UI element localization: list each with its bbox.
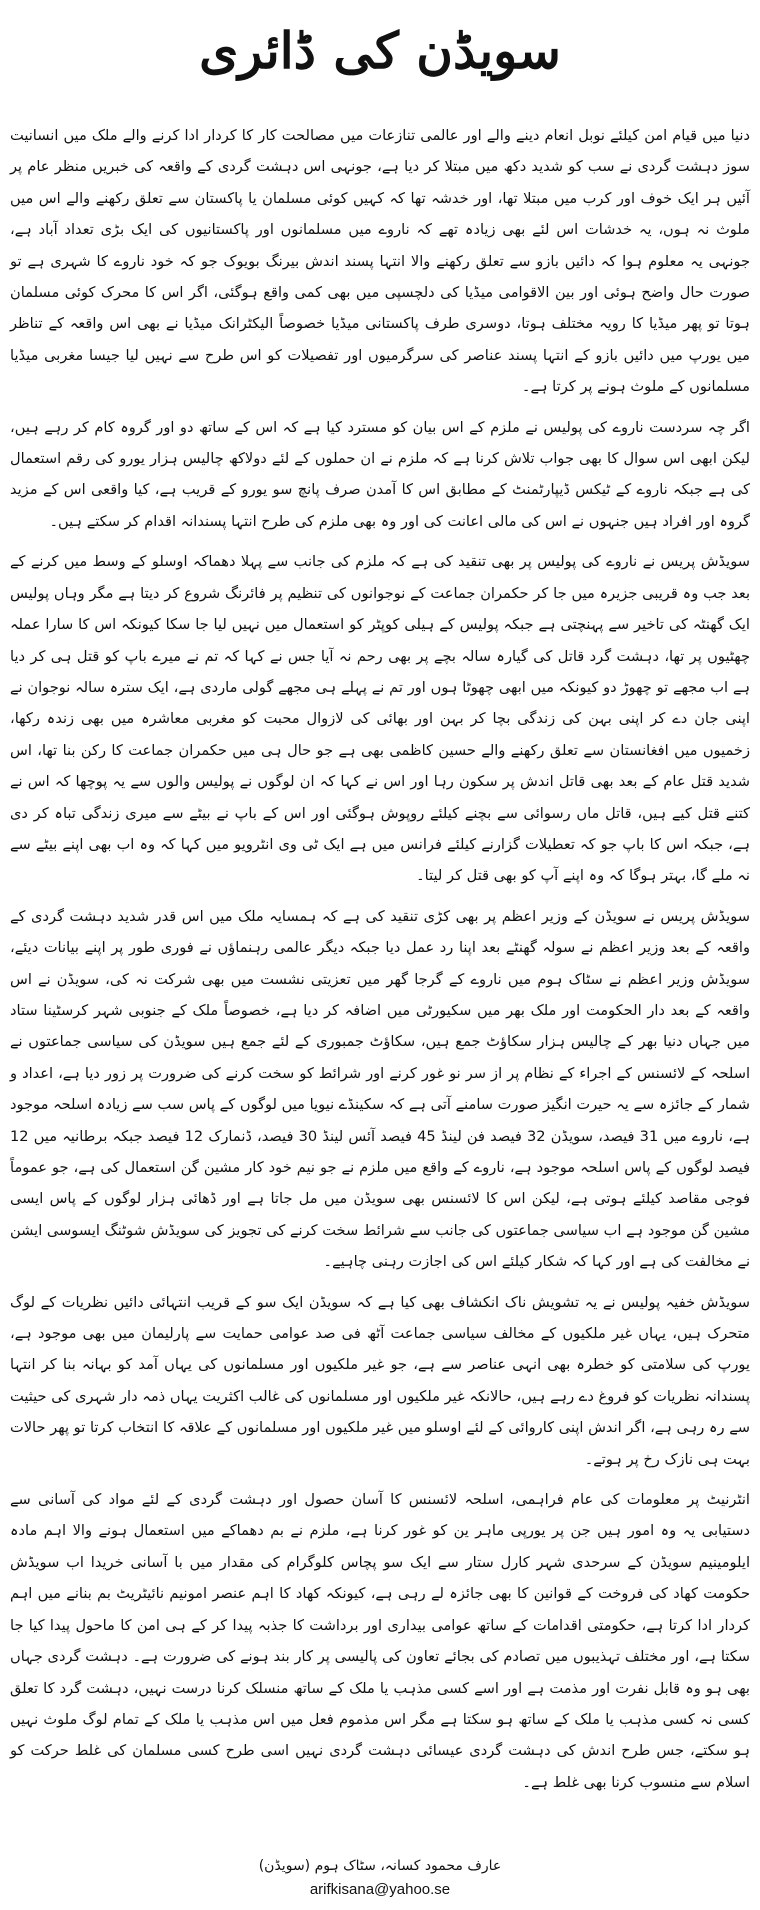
paragraph-2: اگر چہ سردست ناروے کی پولیس نے ملزم کے اس بیان کو مسترد کیا ہے کہ اس کے ساتھ دو اور گروہ کام کر رہے ہیں، لیکن ابھی اس سوال کا بھی جواب تلاش کرنا ہے کہ ملزم نے ان حملوں کے لئے دولاکھ چالیس ہزار یورو کی رقم استعمال کی ہے جبکہ ناروے کے ٹیکس ڈیپارٹمنٹ کے مطابق اس کا آمدن صرف پانچ سو یورو کے قریب ہے، کیا واقعی اس کے مزید گروہ اور افراد ہیں جنہوں نے اس کی مالی اعانت کی اور وہ بھی ملزم کی طرح انتہا پسندانہ اقدام کر سکتے ہیں۔ [10,418,750,530]
author-byline: عارف محمود کسانہ، سٹاک ہوم (سویڈن) [258,1858,502,1874]
author-email: arifkisana@yahoo.se [309,1881,451,1898]
paragraph-6: انٹرنیٹ پر معلومات کی عام فراہمی، اسلحہ لائسنس کا آسان حصول اور دہشت گردی کے لئے مواد کی آسانی سے دستیابی یہ وہ امور ہیں جن پر یورپی ماہر ین کو غور کرنا ہے، ملزم نے بم دھماکے میں استعمال ہونے والا اہم مادہ ایلومینیم سویڈن کے سرحدی شہر کارل ستار سے ایک سو پچاس کلوگرام کی مقدار میں با آسانی خریدا اب سویڈش حکومت کھاد کی فروخت کے قوانین کا بھی جائزہ لے رہی ہے، کیونکہ کھاد کا اہم عنصر امونیم نائیٹریٹ بم بنانے میں اہم کردار ادا کرتا ہے، حکومتی اقدامات کے ساتھ عوامی بیداری اور برداشت کا جذبہ پیدا کر کے ہی امن کا ماحول پیدا کیا جا سکتا ہے، اور مختلف تہذیبوں میں تصادم کی بجائے تعاون کی پالیسی پر کار بند ہونے کی ضرورت ہے۔ دہشت گردی جہاں بھی ہو وہ قابل نفرت اور مذمت ہے اور اسے کسی مذہب یا ملک کے ساتھ منسلک کرنا درست نہیں، دہشت گرد کا تعلق کسی نہ کسی مذہب یا ملک کے ساتھ ہو سکتا ہے مگر اس مذموم فعل میں اس مذہب یا ملک کے تمام لوگ ملوث نہیں ہو سکتے، جس طرح اندش کی دہشت گردی عیسائی دہشت گردی نہیں اسی طرح کسی مسلمان کی غلط حرکت کو اسلام سے منسوب کرنا بھی غلط ہے۔ [10,1491,750,1791]
article-body [10,120,750,1807]
paragraph-4: سویڈش پریس نے سویڈن کے وزیر اعظم پر بھی کڑی تنقید کی ہے کہ ہمسایہ ملک میں اس قدر شدید دہشت گردی کے واقعہ کے بعد وزیر اعظم نے سولہ گھنٹے بعد اپنا رد عمل دیا جبکہ دیگر عالمی رہنماؤں نے فوری طور پر اپنے بیانات دیئے، سویڈش وزیر اعظم نے سٹاک ہوم میں ناروے کے گرجا گھر میں تعزیتی نشست میں بھی شرکت نہ کی، سویڈن نے اس واقعہ کے بعد دار الحکومت اور ملک بھر میں سکیورٹی میں اضافہ کر دیا ہے، خصوصاً ملک کے جنوبی شہر کرسٹینا ستاد میں جہاں دنیا بھر کے چالیس ہزار سکاؤٹ جمع ہیں، سکاؤٹ جمبوری کے لئے جمع ہیں سویڈن کی سیاسی جماعتوں نے اسلحہ کے لائسنس کے اجراء کے نظام پر از سر نو غور کرنے اور شرائط کو سخت کرنے کی ضرورت پر زور دیا ہے، اعداد و شمار کے جائزہ سے یہ حیرت انگیز صورت سامنے آتی ہے کہ سکینڈے نیویا میں لوگوں کے پاس سب سے زیادہ اسلحہ موجود ہے، ناروے میں 31 فیصد، سویڈن 32 فیصد فن لینڈ 45 فیصد آئس لینڈ 30 فیصد، ڈنمارک 12 فیصد جبکہ برطانیہ میں 12 فیصد لوگوں کے پاس اسلحہ موجود ہے، ناروے کے واقع میں ملزم نے جو نیم خود کار مشین گن استعمال کی ہے، جو عموماً فوجی مقاصد کیلئے ہوتی ہے، لیکن اس کا لائسنس بھی سویڈن میں مل جاتا ہے اور ڈھائی ہزار لوگوں کے پاس ایسی مشین گن موجود ہے اب سیاسی جماعتوں کی جانب سے شرائط سخت کرنے کی تجویز کی سویڈش شوٹنگ ایسوسی ایشن نے مخالفت کی ہے اور کہا کہ شکار کیلئے اس کی اجازت رہنی چاہیے۔ [10,907,751,1271]
paragraph-5: سویڈش خفیہ پولیس نے یہ تشویش ناک انکشاف بھی کیا ہے کہ سویڈن ایک سو کے قریب انتہائی دائیں نظریات کے لوگ متحرک ہیں، یہاں غیر ملکیوں کے مخالف سیاسی جماعت آٹھ فی صد عوامی حمایت سے پارلیمان میں بھی موجود ہے، یورپ کی سلامتی کو خطرہ بھی انہی عناصر سے ہے، جو غیر ملکیوں اور مسلمانوں کی یہاں آمد کو بہانہ بنا کر انتہا پسندانہ نظریات کو فروغ دے رہے ہیں، حالانکہ غیر ملکیوں اور مسلمانوں کی غالب اکثریت یہاں ذمہ دار شہری کی حیثیت سے رہ رہی ہے، اگر اندش اپنی کاروائی کے لئے اوسلو میں غیر ملکیوں اور مسلمانوں کے علاقہ کا انتخاب کرتا تو پھر حالات بہت ہی نازک رخ پر ہوتے۔ [10,1293,750,1468]
paragraph-3: سویڈش پریس نے ناروے کی پولیس پر بھی تنقید کی ہے کہ ملزم کی جانب سے پہلا دھماکہ اوسلو کے وسط میں کرنے کے بعد جب وہ قریبی جزیرہ میں جا کر حکمران جماعت کے نوجوانوں کی تنظیم پر فائرنگ شروع کر دیتا ہے مگر وہاں پولیس ایک گھنٹہ کی تاخیر سے پہنچتی ہے جبکہ پولیس کے ہیلی کوپٹر کو استعمال میں نہیں لیا جا سکا کیونکہ اس کا سارا عملہ چھٹیوں پر تھا، دہشت گرد قاتل کی گیارہ سالہ بچے پر بھی رحم نہ آیا جس نے کہا کہ تم نے میرے باپ کو قتل ہی کر دیا ہے اب مجھے تو چھوڑ دو کیونکہ میں ابھی چھوٹا ہوں اور تم نے پہلے ہی مجھے گولی ماردی ہے، ایک سترہ سالہ نوجوان نے اپنی جان دے کر اپنی بہن کی زندگی بچا کر بہن اور بھائی کی لازوال محبت کو مغربی معاشرہ میں بھی زندہ رکھا، زخمیوں میں افغانستان سے تعلق رکھنے والے حسین کاظمی بھی ہے جو حال ہی میں حکمران جماعت کا رکن بنا تھا، اس شدید قتل عام کے بعد بھی قاتل اندش پر سکون رہا اور اس نے کہا کہ ان لوگوں نے پولیس والوں سے یہ پوچھا کہ اس نے کتنے قتل کیے ہیں، قاتل ماں رسوائی سے بچنے کیلئے روپوش ہوگئی اور اس کے باپ نے بیٹے سے میری زندگی تباہ کر دی ہے، جبکہ اس کا باپ جو کہ تعطیلات گزارنے کیلئے فرانس میں ہے ایک ٹی وی انٹرویو میں کہا کہ وہ اب بھی اپنے بیٹے سے نہ ملے گا، بہتر ہوگا کہ وہ اپنے آپ کو بھی قتل کر لیتا۔ [10,553,750,885]
column-title: سویڈن کی ڈائری [199,21,561,80]
paragraph-1: دنیا میں قیام امن کیلئے نوبل انعام دینے والے اور عالمی تنازعات میں مصالحت کار کا کردار ادا کرنے والے ملک میں انسانیت سوز دہشت گردی نے سب کو شدید دکھ میں مبتلا کر دیا ہے، جونہی اس دہشت گردی کے واقعہ کی خبریں منظر عام پر آئیں ہر ایک خوف اور کرب میں مبتلا تھا، اور خدشہ تھا کہ کہیں کوئی مسلمان یا پاکستان سے تعلق رکھنے والے اس میں ملوث نہ ہوں، یہ خدشات اس لئے بھی زیادہ تھے کہ ناروے میں مسلمانوں اور پاکستانیوں کی ایک بڑی تعداد آباد ہے، جونہی یہ معلوم ہوا کہ دائیں بازو سے تعلق رکھنے والا انتہا پسند اندش بیرنگ بویوک جو کہ خود ناروے کا شہری ہے تو صورت حال واضح ہوئی اور بین الاقوامی میڈیا کی دلچسپی میں بھی کمی واقع ہوگئی، اگر اس کا محرک کوئی مسلمان ہوتا تو پھر میڈیا کا رویہ مختلف ہوتا، دوسری طرف پاکستانی میڈیا خصوصاً الیکٹرانک میڈیا نے بھی اس واقعہ کے تناظر میں یورپ میں دائیں بازو کے انتہا پسند عناصر کی سرگرمیوں اور تفصیلات کو اس طرح سے نہیں لیا جیسا مغربی میڈیا مسلمانوں کے ملوث ہونے پر کرتا ہے۔ [10,127,750,396]
